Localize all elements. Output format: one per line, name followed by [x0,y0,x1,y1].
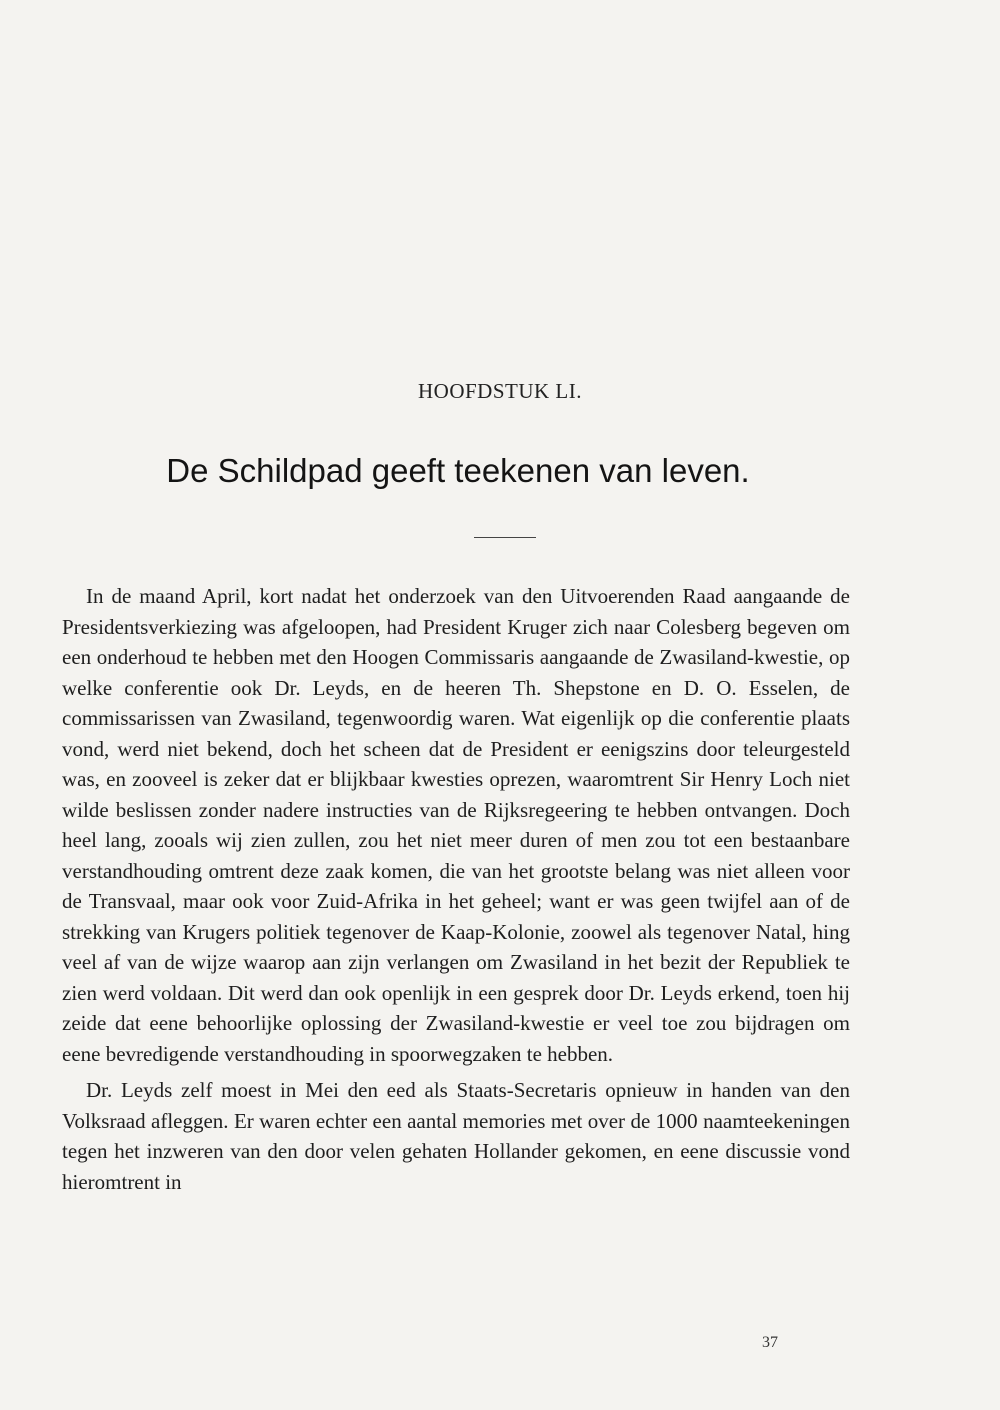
signature-mark: 37 [762,1334,778,1351]
chapter-title: De Schildpad geeft teekenen van leven. [166,452,750,489]
paragraph: Dr. Leyds zelf moest in Mei den eed als Staats-Secretaris opnieuw in handen van den Volksraad afleggen. Er waren echter een aantal memories met over de 1000 naamteekeningen tegen het inzweren van den door velen gehaten Hollander gekomen, en eene discussie vond hieromtrent in [62,1078,850,1194]
body-text [62,581,850,1197]
title-divider [474,537,536,538]
chapter-number: HOOFDSTUK LI. [418,379,582,403]
paragraph: In de maand April, kort nadat het onderzoek van den Uitvoerenden Raad aangaande de Presidentsverkiezing was afgeloopen, had President Kruger zich naar Colesberg begeven om een onderhoud te hebben met den Hoogen Commissaris aangaande de Zwasiland-kwestie, op welke conferentie ook Dr. Leyds, en de heeren Th. Shepstone en D. O. Esselen, de commissarissen van Zwasiland, tegenwoordig waren. Wat eigenlijk op die conferentie plaats vond, werd niet bekend, doch het scheen dat de President er eenigszins door teleurgesteld was, en zooveel is zeker dat er blijkbaar kwesties oprezen, waaromtrent Sir Henry Loch niet wilde beslissen zonder nadere instructies van de Rijksregeering te hebben ontvangen. Doch heel lang, zooals wij zien zullen, zou het niet meer duren of men zou tot een bestaanbare verstandhouding omtrent deze zaak komen, die van het grootste belang was niet alleen voor de Transvaal, maar ook voor Zuid-Afrika in het geheel; want er was geen twijfel aan of de strekking van Krugers politiek tegenover de Kaap-Kolonie, zoowel als tegenover Natal, hing veel af van de wijze waarop aan zijn verlangen om Zwasiland in het bezit der Republiek te zien werd voldaan. Dit werd dan ook openlijk in een gesprek door Dr. Leyds erkend, toen hij zeide dat eene behoorlijke oplossing der Zwasiland-kwestie er veel toe zou bijdragen om eene bevredigende verstandhouding in spoorwegzaken te hebben. [62,584,850,1066]
